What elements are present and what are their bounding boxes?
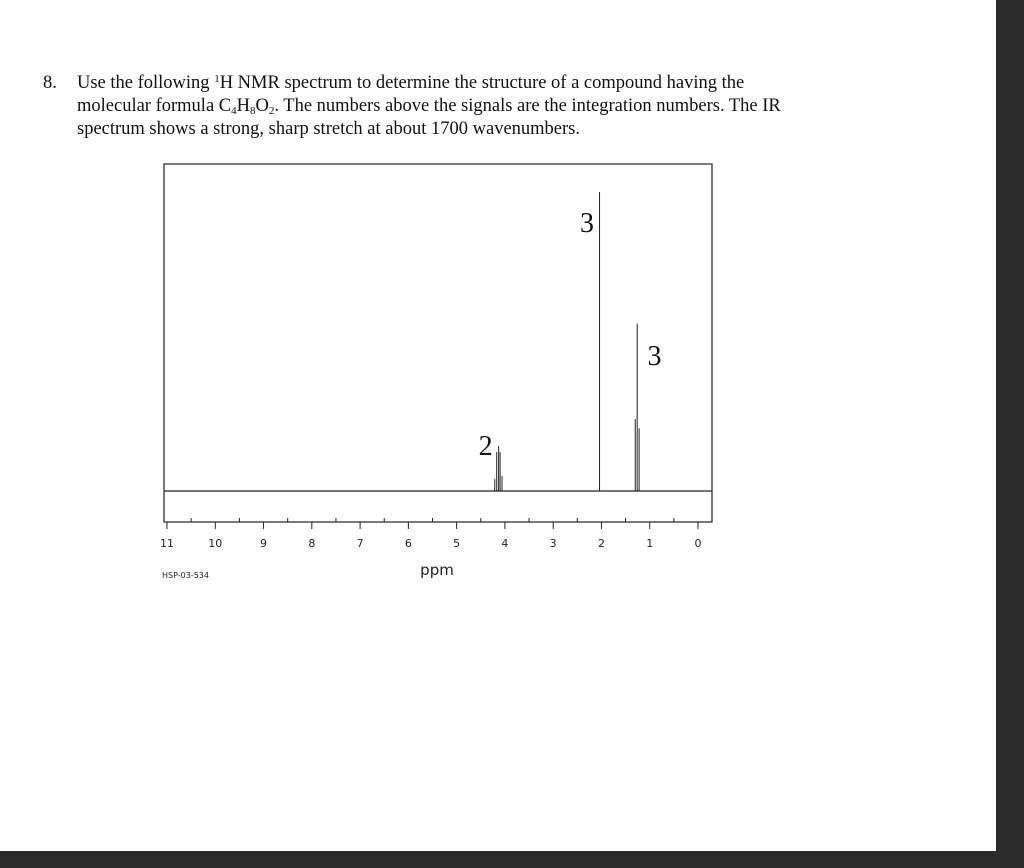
line1-post: H NMR spectrum to determine the structure of a compound having the <box>219 73 745 93</box>
x-axis <box>160 518 702 550</box>
x-tick-label: 7 <box>356 537 364 550</box>
peaks-layer <box>164 192 712 491</box>
x-tick-label: 1 <box>646 537 654 550</box>
x-tick-label: 6 <box>404 537 412 550</box>
x-tick-label: 10 <box>208 537 223 550</box>
formula-h-sub: 8 <box>250 105 256 117</box>
x-tick-label: 0 <box>694 537 702 550</box>
question-line-3: spectrum shows a strong, sharp stretch at about 1700 wavenumbers. <box>77 119 580 139</box>
x-tick-label: 8 <box>308 537 316 550</box>
x-tick-label: 5 <box>453 537 461 550</box>
integration-label: 3 <box>647 341 662 372</box>
superscript-1: 1 <box>214 73 220 85</box>
x-tick-label: 9 <box>260 537 268 550</box>
integration-label: 3 <box>579 208 594 239</box>
spectrum-code: HSP-03-534 <box>162 571 209 580</box>
line2-post: . The numbers above the signals are the integration numbers. The IR <box>274 96 781 116</box>
x-axis-label: ppm <box>420 561 454 579</box>
x-tick-label: 3 <box>549 537 557 550</box>
x-tick-label: 2 <box>597 537 605 550</box>
x-tick-label: 11 <box>160 537 174 550</box>
formula-o: O <box>255 96 269 116</box>
integration-label: 2 <box>478 431 493 462</box>
formula-o-sub: 2 <box>268 105 275 117</box>
line1-pre: Use the following <box>77 73 215 93</box>
integration-labels <box>479 208 662 462</box>
question-number: 8. <box>43 73 57 93</box>
x-tick-label: 4 <box>501 537 509 550</box>
formula-h: H <box>236 96 250 116</box>
line2-pre: molecular formula C <box>77 96 232 116</box>
formula-c-sub: 4 <box>231 105 237 117</box>
plot-frame <box>164 164 712 522</box>
